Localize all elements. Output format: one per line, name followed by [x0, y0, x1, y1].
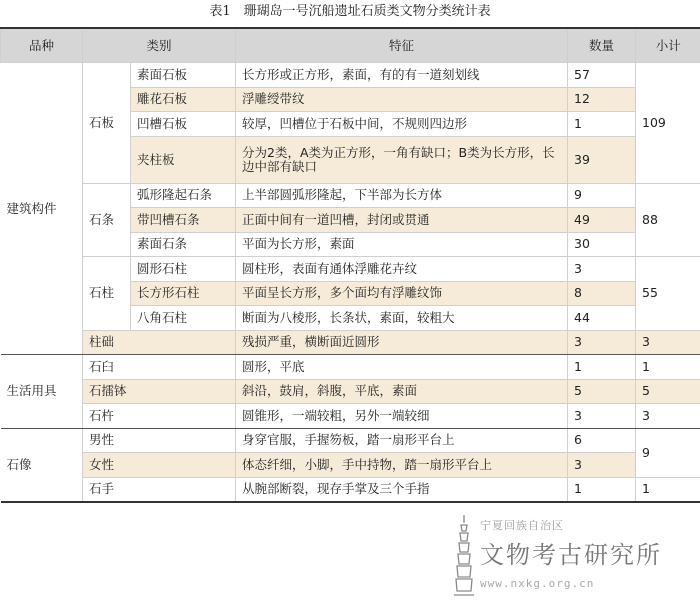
quantity-cell: 49 — [568, 208, 636, 233]
quantity-cell: 30 — [568, 232, 636, 257]
subcategory-cell: 长方形石柱 — [131, 281, 236, 306]
header-variety: 品种 — [1, 28, 83, 63]
quantity-cell: 5 — [568, 379, 636, 404]
feature-cell: 从腕部断裂，现存手掌及三个手指 — [236, 477, 568, 502]
quantity-cell: 57 — [568, 63, 636, 88]
feature-cell: 圆柱形，表面有通体浮雕花卉纹 — [236, 257, 568, 282]
feature-cell: 平面为长方形，素面 — [236, 232, 568, 257]
category-cell: 石板 — [83, 63, 131, 184]
quantity-cell: 1 — [568, 355, 636, 380]
stats-table — [0, 27, 700, 503]
subtotal-cell: 55 — [636, 257, 700, 331]
category-cell: 石柱 — [83, 257, 131, 331]
quantity-cell: 3 — [568, 257, 636, 282]
table-row — [1, 379, 700, 404]
table-row — [1, 330, 700, 355]
header-quantity: 数量 — [568, 28, 636, 63]
feature-cell: 圆形，平底 — [236, 355, 568, 380]
header-feature: 特征 — [236, 28, 568, 63]
subcategory-cell: 圆形石柱 — [131, 257, 236, 282]
subcategory-cell: 素面石条 — [131, 232, 236, 257]
category-cell: 石杵 — [83, 404, 236, 429]
subtotal-cell: 5 — [636, 379, 700, 404]
subtotal-cell: 9 — [636, 428, 700, 477]
feature-cell: 残损严重，横断面近圆形 — [236, 330, 568, 355]
quantity-cell: 1 — [568, 477, 636, 502]
quantity-cell: 1 — [568, 112, 636, 137]
variety-cell: 石像 — [1, 428, 83, 502]
table-header-row — [1, 28, 700, 63]
table-row — [1, 257, 700, 282]
header-subtotal: 小计 — [636, 28, 700, 63]
subcategory-cell: 带凹槽石条 — [131, 208, 236, 233]
watermark-url: www.nxkg.org.cn — [480, 577, 595, 590]
subcategory-cell: 弧形隆起石条 — [131, 183, 236, 208]
table-row — [1, 477, 700, 502]
table-row — [1, 428, 700, 453]
feature-cell: 断面为八棱形，长条状，素面，较粗大 — [236, 306, 568, 331]
table-row — [1, 183, 700, 208]
table-row — [1, 63, 700, 88]
subcategory-cell: 八角石柱 — [131, 306, 236, 331]
quantity-cell: 8 — [568, 281, 636, 306]
feature-cell: 身穿官服，手握笏板，踏一扇形平台上 — [236, 428, 568, 453]
feature-cell: 圆锥形，一端较粗，另外一端较细 — [236, 404, 568, 429]
watermark-organization: 文物考古研究所 — [480, 541, 662, 569]
subtotal-cell: 109 — [636, 63, 700, 184]
quantity-cell: 44 — [568, 306, 636, 331]
table-caption: 表1 珊瑚岛一号沉船遗址石质类文物分类统计表 — [209, 4, 491, 19]
feature-cell: 体态纤细，小脚，手中持物，踏一扇形平台上 — [236, 453, 568, 478]
feature-cell: 上半部圆弧形隆起，下半部为长方体 — [236, 183, 568, 208]
table-row — [1, 355, 700, 380]
subtotal-cell: 3 — [636, 330, 700, 355]
watermark-region: 宁夏回族自治区 — [480, 519, 564, 532]
subtotal-cell: 3 — [636, 404, 700, 429]
quantity-cell: 39 — [568, 136, 636, 183]
category-cell: 男性 — [83, 428, 236, 453]
variety-cell: 生活用具 — [1, 355, 83, 429]
feature-cell: 平面呈长方形，多个面均有浮雕纹饰 — [236, 281, 568, 306]
quantity-cell: 6 — [568, 428, 636, 453]
pagoda-icon — [454, 515, 474, 599]
category-cell: 石擂钵 — [83, 379, 236, 404]
table-row — [1, 404, 700, 429]
subcategory-cell: 素面石板 — [131, 63, 236, 88]
subtotal-cell: 1 — [636, 355, 700, 380]
subcategory-cell: 夹柱板 — [131, 136, 236, 183]
category-cell: 女性 — [83, 453, 236, 478]
watermark-logo — [448, 513, 688, 601]
category-cell: 石手 — [83, 477, 236, 502]
header-category: 类别 — [83, 28, 236, 63]
variety-cell: 建筑构件 — [1, 63, 83, 355]
category-cell: 石条 — [83, 183, 131, 257]
table-row — [1, 453, 700, 478]
quantity-cell: 12 — [568, 87, 636, 112]
feature-cell: 正面中间有一道凹槽，封闭或贯通 — [236, 208, 568, 233]
quantity-cell: 3 — [568, 404, 636, 429]
feature-cell: 长方形或正方形，素面，有的有一道刻划线 — [236, 63, 568, 88]
category-cell: 柱础 — [83, 330, 236, 355]
feature-cell: 较厚，凹槽位于石板中间，不规则四边形 — [236, 112, 568, 137]
feature-cell: 斜沿，鼓肩，斜腹，平底，素面 — [236, 379, 568, 404]
subcategory-cell: 雕花石板 — [131, 87, 236, 112]
feature-cell: 浮雕绶带纹 — [236, 87, 568, 112]
quantity-cell: 3 — [568, 453, 636, 478]
category-cell: 石臼 — [83, 355, 236, 380]
subtotal-cell: 88 — [636, 183, 700, 257]
quantity-cell: 3 — [568, 330, 636, 355]
subtotal-cell: 1 — [636, 477, 700, 502]
subcategory-cell: 凹槽石板 — [131, 112, 236, 137]
feature-cell: 分为2类，A类为正方形，一角有缺口；B类为长方形，长边中部有缺口 — [236, 136, 568, 183]
quantity-cell: 9 — [568, 183, 636, 208]
